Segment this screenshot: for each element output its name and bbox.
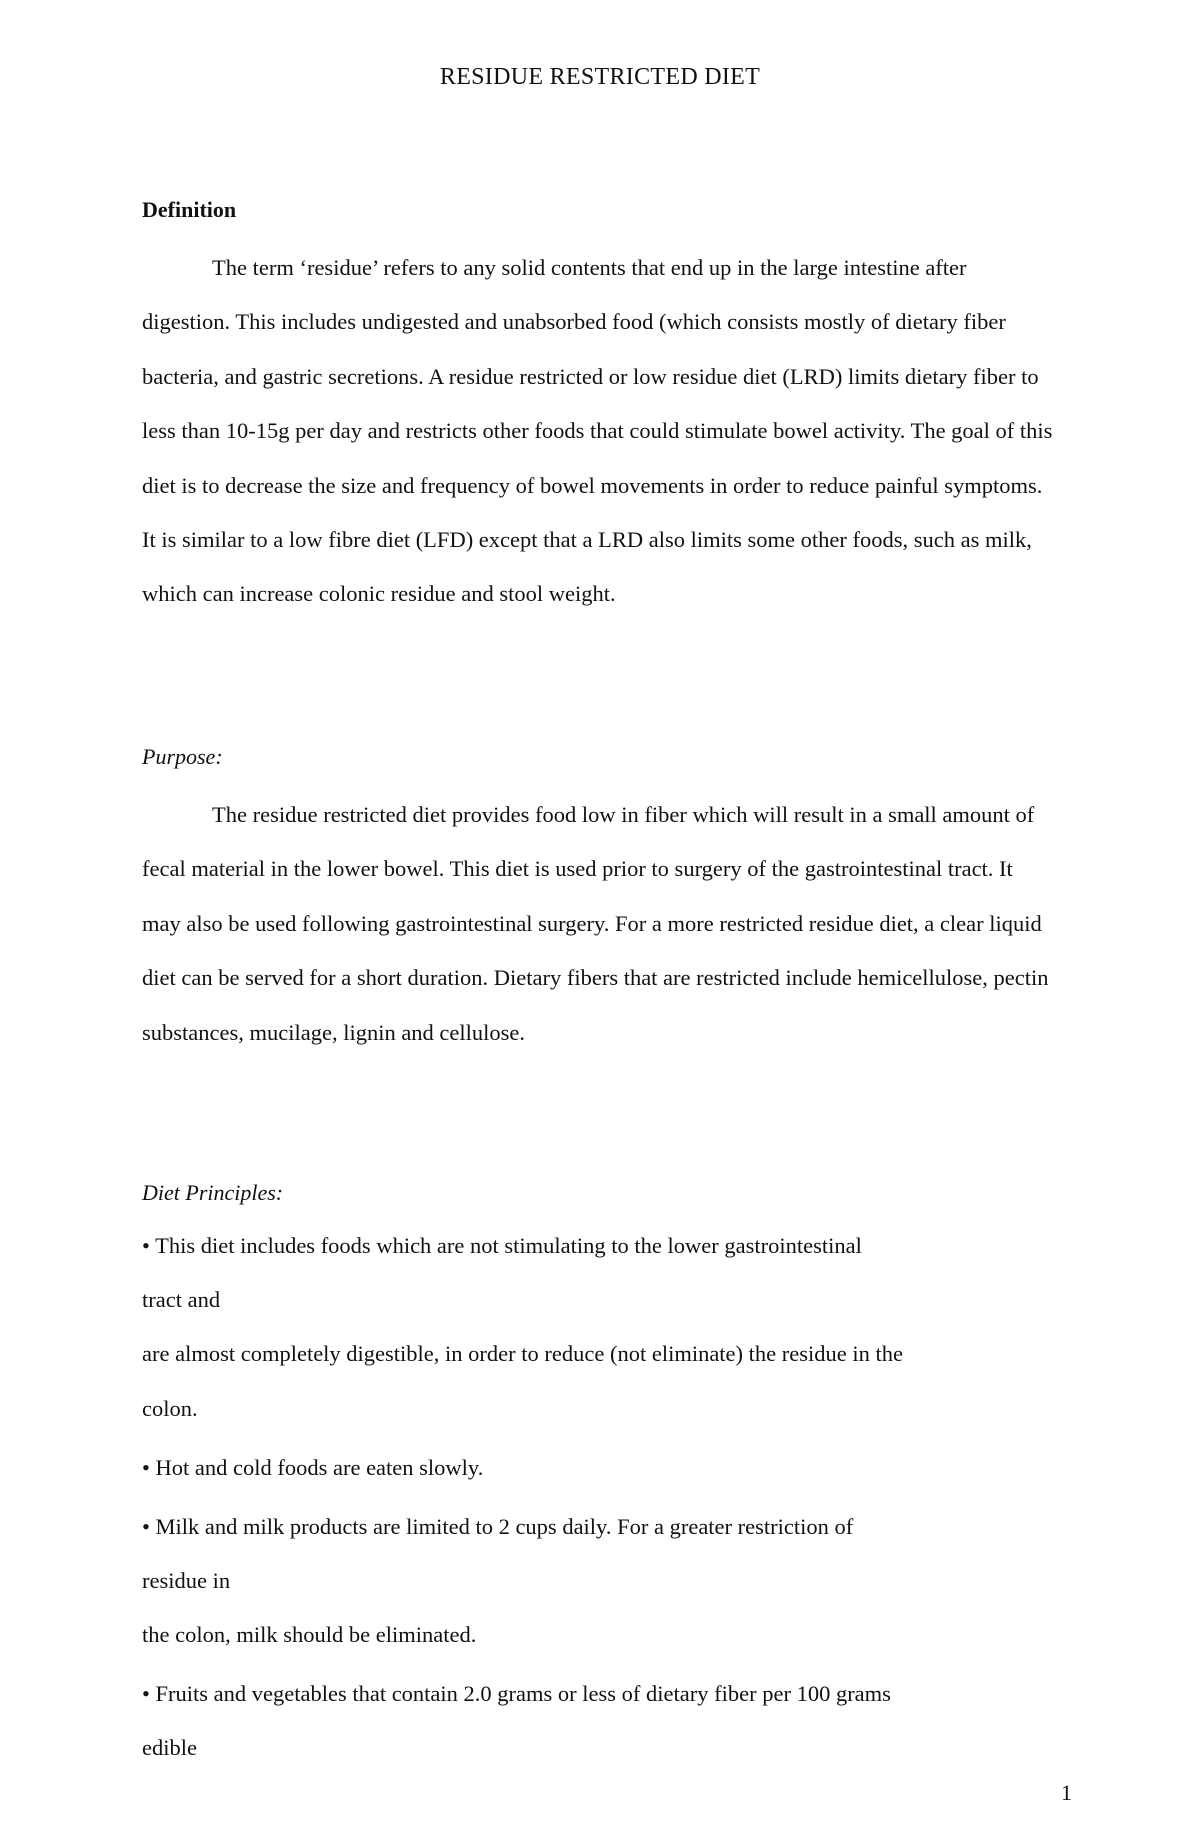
document-title: RESIDUE RESTRICTED DIET (439, 64, 761, 90)
page-number: 1 (1061, 1780, 1072, 1805)
principle-line: • This diet includes foods which are not stimulating to the lower gastrointestinal (142, 1233, 862, 1258)
definition-paragraph: The term ‘residue’ refers to any solid contents that end up in the large intestine after digestion. This includes undigested and unabsorbed food (which consists mostly of dietary fiber bacteria, and gastric secretions. A residue restricted or low residue diet (LRD) limits dietary fiber to less than 10-15g per day and restricts other foods that could stimulate bowel activity. The goal of this diet is to decrease the size and frequency of bowel movements in order to reduce painful symptoms. It is similar to a low fibre diet (LFD) except that a LRD also limits some other foods, such as milk, which can increase colonic residue and stool weight. (142, 255, 1053, 607)
principle-line: tract and (142, 1287, 221, 1312)
diet-principles-heading: Diet Principles: (142, 1180, 284, 1205)
definition-heading: Definition (142, 197, 237, 222)
principle-line: • Hot and cold foods are eaten slowly. (142, 1455, 484, 1480)
purpose-heading: Purpose: (142, 744, 223, 769)
principle-line: edible (142, 1735, 197, 1760)
principle-line: are almost completely digestible, in order to reduce (not eliminate) the residue in the (142, 1341, 903, 1366)
principle-line: residue in (142, 1568, 231, 1593)
principle-line: colon. (142, 1396, 198, 1421)
principle-line: • Milk and milk products are limited to 2 cups daily. For a greater restriction of (142, 1514, 854, 1539)
principle-line: the colon, milk should be eliminated. (142, 1622, 477, 1647)
purpose-paragraph: The residue restricted diet provides food low in fiber which will result in a small amount of fecal material in the lower bowel. This diet is used prior to surgery of the gastrointestinal tract. It may also be used following gastrointestinal surgery. For a more restricted residue diet, a clear liquid diet can be served for a short duration. Dietary fibers that are restricted include hemicellulose, pectin substances, mucilage, lignin and cellulose. (142, 802, 1049, 1045)
principle-line: • Fruits and vegetables that contain 2.0 grams or less of dietary fiber per 100 grams (142, 1681, 891, 1706)
